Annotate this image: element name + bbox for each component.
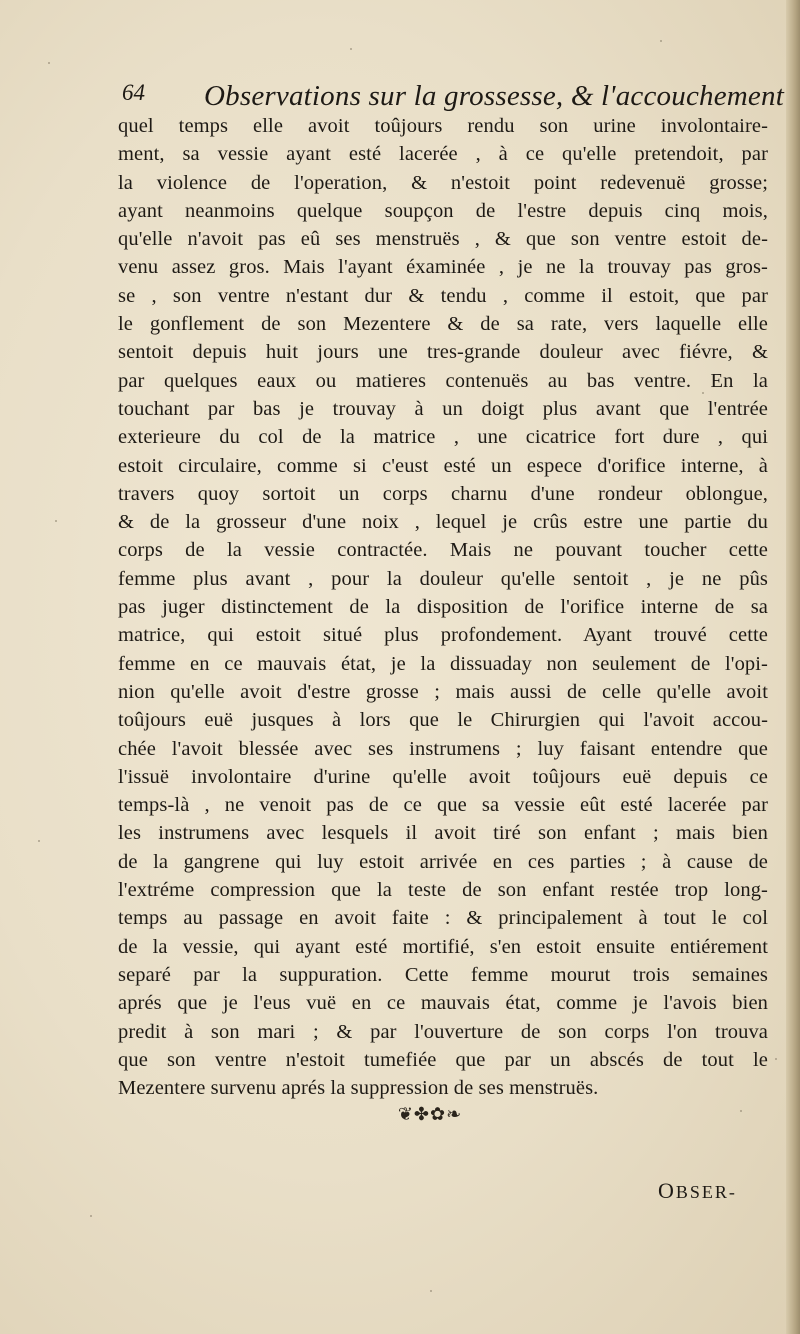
running-head: Observations sur la grossesse, & l'accouchement (204, 80, 784, 112)
text-line: ment, sa vessie ayant esté lacerée , à ce qu'elle pretendoit, par (118, 143, 768, 166)
paper-speck (702, 392, 704, 394)
paper-speck (430, 1290, 432, 1292)
text-line: exterieure du col de la matrice , une cicatrice fort dure , qui (118, 426, 768, 449)
text-line: touchant par bas je trouvay à un doigt plus avant que l'entrée (118, 397, 768, 420)
paper-speck (775, 1058, 777, 1060)
text-line: toûjours euë jusques à lors que le Chirurgien qui l'avoit accou- (118, 709, 768, 732)
text-line: temps au passage en avoit faite : & principalement à tout le col (118, 907, 768, 930)
page-number: 64 (122, 80, 145, 105)
text-line: pas juger distinctement de la disposition de l'orifice interne de sa (118, 596, 768, 619)
paper-speck (350, 48, 352, 50)
paper-speck (90, 1215, 92, 1217)
text-line: nion qu'elle avoit d'estre grosse ; mais aussi de celle qu'elle avoit (118, 680, 768, 703)
paper-speck (38, 840, 40, 842)
body-text (118, 112, 768, 1102)
text-line: l'extréme compression que la teste de son enfant restée trop long- (118, 879, 768, 902)
paper-speck (660, 40, 662, 42)
text-line: quel temps elle avoit toûjours rendu son urine involontaire- (118, 115, 768, 137)
catchword-rest: BSER- (675, 1182, 737, 1202)
text-line: qu'elle n'avoit pas eû ses menstruës , & que son ventre estoit de- (118, 228, 768, 251)
text-line: & de la grosseur d'une noix , lequel je crûs estre une partie du (118, 511, 768, 534)
text-line: que son ventre n'estoit tumefiée que par un abscés de tout le (118, 1048, 768, 1071)
text-line: aprés que je l'eus vuë en ce mauvais état, comme je l'avois bien (118, 992, 768, 1015)
text-line: de la vessie, qui ayant esté mortifié, s'en estoit ensuite entiérement (118, 935, 768, 958)
text-line: corps de la vessie contractée. Mais ne pouvant toucher cette (118, 539, 768, 562)
page-edge (786, 0, 800, 1334)
text-line: temps-là , ne venoit pas de ce que sa vessie eût esté lacerée par (118, 794, 768, 817)
paper-speck (48, 62, 50, 64)
text-line: ayant neanmoins quelque soupçon de l'estre depuis cinq mois, (118, 199, 768, 222)
text-line: venu assez gros. Mais l'ayant éxaminée , je ne la trouvay pas gros- (118, 256, 768, 279)
text-line: femme plus avant , pour la douleur qu'elle sentoit , je ne pûs (118, 567, 768, 590)
text-line: femme en ce mauvais état, je la dissuaday non seulement de l'opi- (118, 652, 768, 675)
catchword-initial: O (658, 1178, 676, 1203)
text-line: de la gangrene qui luy estoit arrivée en ces parties ; à cause de (118, 850, 768, 873)
text-line: le gonflement de son Mezentere & de sa rate, vers laquelle elle (118, 313, 768, 336)
text-line: les instrumens avec lesquels il avoit tiré son enfant ; mais bien (118, 822, 768, 845)
text-line: sentoit depuis huit jours une tres-grande douleur avec fiévre, & (118, 341, 768, 364)
text-line: matrice, qui estoit situé plus profondement. Ayant trouvé cette (118, 624, 768, 647)
text-line: estoit circulaire, comme si c'eust esté un espece d'orifice interne, à (118, 454, 768, 477)
text-line: chée l'avoit blessée avec ses instrumens ; luy faisant entendre que (118, 737, 768, 760)
text-line: separé par la suppuration. Cette femme mourut trois semaines (118, 963, 768, 986)
ornament-fleuron: ❦✤✿❧ (397, 1104, 463, 1125)
paper-speck (740, 1110, 742, 1112)
catchword (658, 1178, 737, 1204)
text-line: par quelques eaux ou matieres contenuës au bas ventre. En la (118, 369, 768, 392)
text-line: Mezentere survenu aprés la suppression de ses menstruës. (118, 1077, 599, 1100)
text-line: predit à son mari ; & par l'ouverture de son corps l'on trouva (118, 1020, 768, 1043)
text-line: la violence de l'operation, & n'estoit point redevenuë grosse; (118, 171, 768, 194)
paper-speck (55, 520, 57, 522)
text-line: travers quoy sortoit un corps charnu d'une rondeur oblongue, (118, 482, 768, 505)
text-line: l'issuë involontaire d'urine qu'elle avoit toûjours euë depuis ce (118, 765, 768, 788)
text-line: se , son ventre n'estant dur & tendu , comme il estoit, que par (118, 284, 768, 307)
